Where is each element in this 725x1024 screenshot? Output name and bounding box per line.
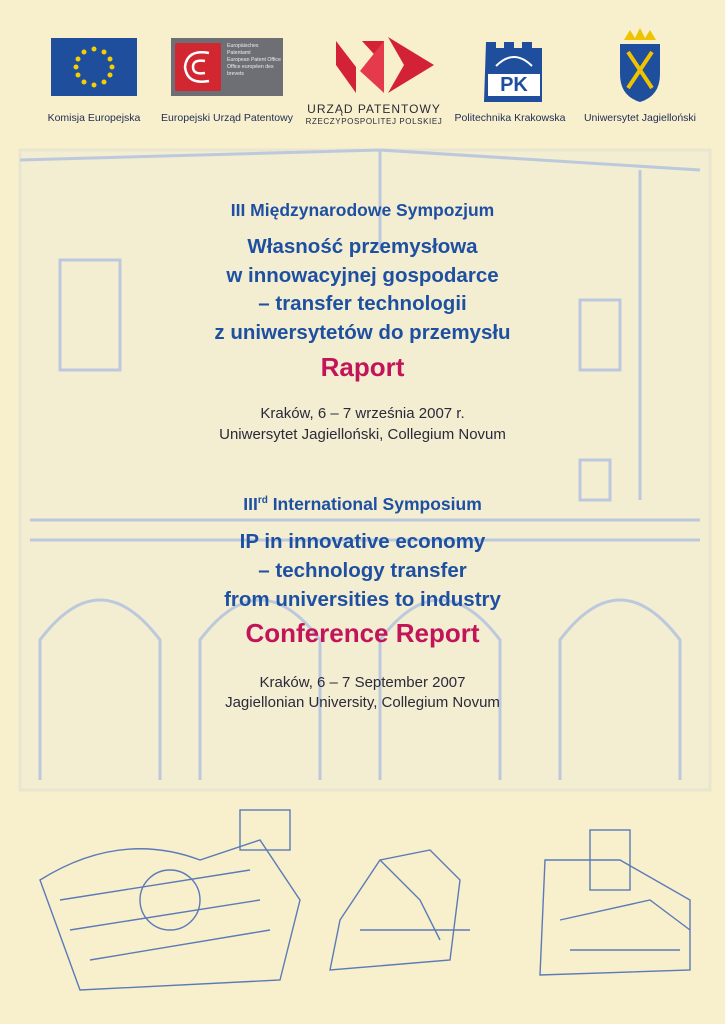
polish-date-place: Kraków, 6 – 7 września 2007 r. xyxy=(260,405,465,422)
polish-title-line-1: Własność przemysłowa xyxy=(247,235,478,258)
english-symposium-prefix: III xyxy=(243,494,258,514)
english-title xyxy=(0,527,725,614)
logo-bar xyxy=(0,0,725,135)
polish-report-title: Raport xyxy=(320,352,405,382)
english-venue: Jagiellonian University, Collegium Novum xyxy=(225,694,500,711)
eu-flag-icon xyxy=(51,38,137,96)
uprp-label-line1: URZĄD PATENTOWY xyxy=(307,102,441,116)
pk-logo xyxy=(484,40,544,102)
pk-mark: PK xyxy=(488,74,540,96)
english-symposium-rest: International Symposium xyxy=(267,494,482,514)
jagiellonian-crest-icon xyxy=(616,26,664,102)
polish-venue: Uniwersytet Jagielloński, Collegium Novum xyxy=(219,426,506,443)
epo-label: Europejski Urząd Patentowy xyxy=(161,112,293,124)
polish-title-line-4: z uniwersytetów do przemysłu xyxy=(214,320,511,344)
uprp-logo-icon xyxy=(332,35,436,93)
english-title-line-2: – technology transfer xyxy=(258,559,467,582)
epo-line-de: Europäisches Patentamt xyxy=(227,43,259,56)
uprp-label-line2: RZECZYPOSPOLITEJ POLSKIEJ xyxy=(305,117,443,126)
uj-label: Uniwersytet Jagielloński xyxy=(583,112,697,124)
polish-title xyxy=(0,233,725,347)
pk-label: Politechnika Krakowska xyxy=(454,112,566,124)
epo-logo xyxy=(171,38,283,96)
epo-line-en: European Patent Office xyxy=(227,57,281,63)
epo-mark-icon xyxy=(175,43,221,91)
polish-symposium-heading: III Międzynarodowe Sympozjum xyxy=(230,200,495,220)
english-report-title: Conference Report xyxy=(245,618,480,648)
english-date-place: Kraków, 6 – 7 September 2007 xyxy=(259,674,466,691)
english-symposium-heading xyxy=(0,494,725,515)
polish-title-line-3: – transfer technologii xyxy=(258,292,467,315)
eu-label: Komisja Europejska xyxy=(47,112,141,124)
english-symposium-sup: rd xyxy=(257,495,268,507)
machinery-drawings xyxy=(40,810,690,990)
english-title-line-3: from universities to industry xyxy=(224,588,501,611)
polish-title-line-2: w innowacyjnej gospodarce xyxy=(226,263,499,287)
english-title-line-1: IP in innovative economy xyxy=(239,530,486,553)
epo-line-fr: Office européen des brevets xyxy=(227,64,274,77)
